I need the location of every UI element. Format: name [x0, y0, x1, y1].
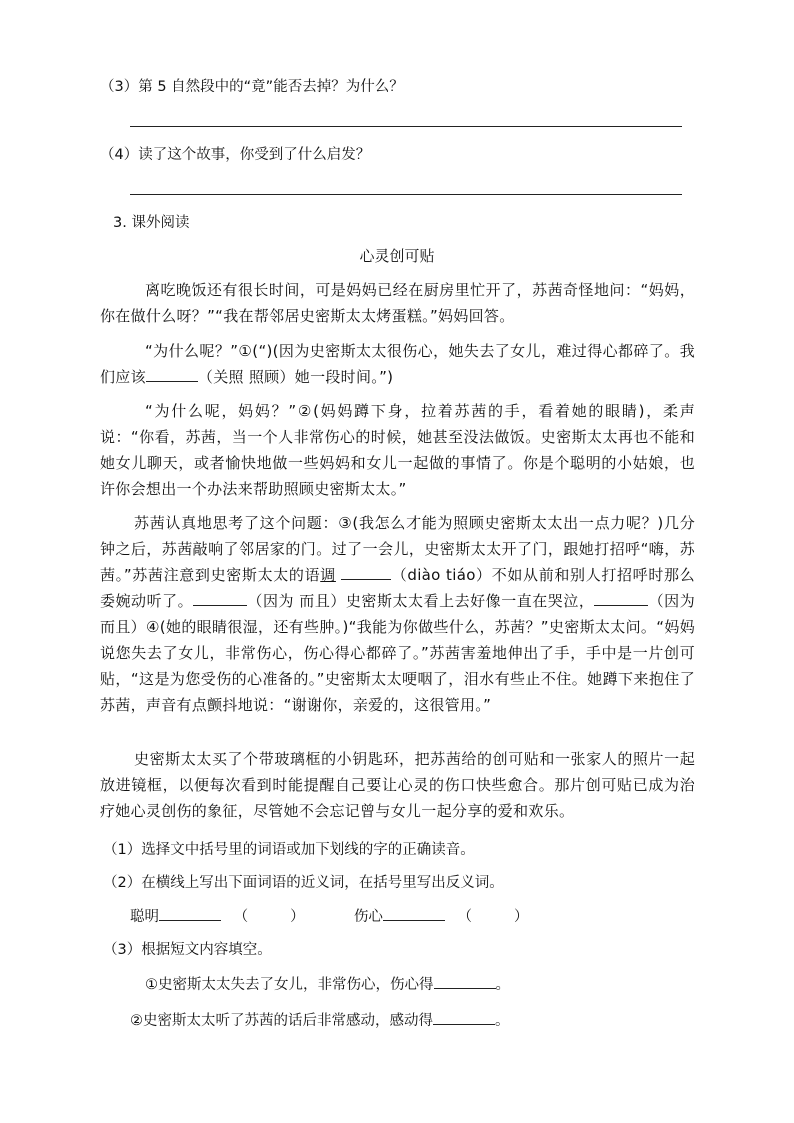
- answer-line[interactable]: [130, 126, 682, 127]
- underlined-char: 调: [320, 566, 336, 584]
- paragraph-2-text-end: （关照 照顾）她一段时间。”): [197, 368, 394, 386]
- antonym-paren-close: ）: [290, 909, 305, 925]
- fill-sentence-text: ②史密斯太太听了苏茜的话后非常感动，感动得: [130, 1013, 433, 1029]
- fill-sentence-text: ①史密斯太太失去了女儿，非常伤心，伤心得: [145, 977, 434, 993]
- paragraph-4-text: （因为 而且）④(她的眼睛很湿，还有些肿。)“我能为你做些什么，苏茜？”史密斯太太问。“妈妈说您失去了女儿，非常伤心，伤心得心都碎了。”苏茜害羞地伸出了手，手中是一片创可贴，“这是为您受伤的心准备的。”史密斯太太哽咽了，泪水有些止不住。她蹲下来抱住了苏茜，声音有点颤抖地说：“谢谢你，亲爱的，这很管用。”: [100, 592, 695, 714]
- fill-blank[interactable]: [193, 591, 247, 606]
- question-3-1: （1）选择文中括号里的词语或加下划线的字的正确读音。: [103, 842, 475, 858]
- antonym-paren-open: （: [233, 909, 249, 925]
- fill-blank[interactable]: [594, 591, 648, 606]
- paragraph-2: [100, 338, 695, 390]
- fill-blank[interactable]: [433, 1010, 495, 1025]
- paragraph-2-text: “为什么呢？”①(“)(因为史密斯太太很伤心，她失去了女儿，难过得心都碎了。我们应该: [100, 342, 695, 386]
- answer-line[interactable]: [130, 194, 682, 195]
- question-2-3: （3）第 5 自然段中的“竟”能否去掉？为什么？: [100, 79, 404, 95]
- fill-sentence-1: [145, 974, 510, 995]
- passage-title: 心灵创可贴: [359, 247, 435, 265]
- question-3-3: （3）根据短文内容填空。: [103, 942, 272, 958]
- paragraph-4: [100, 510, 695, 718]
- period: 。: [495, 977, 510, 993]
- paragraph-4-text: （diào tiáo）不如从前和别人打招呼时那么委婉动听了。: [100, 566, 695, 610]
- word-label: 伤心: [353, 909, 383, 925]
- paragraph-3: “为什么呢，妈妈？”②(妈妈蹲下身，拉着苏茜的手，看着她的眼睛)，柔声说：“你看，苏茜，当一个人非常伤心的时候，她甚至没法做饭。史密斯太太再也不能和她女儿聊天，或者愉快地做一些妈妈和女儿一起做的事情了。你是个聪明的小姑娘，也许你会想出一个办法来帮助照顾史密斯太太。”: [100, 402, 695, 498]
- synonym-blank[interactable]: [159, 906, 221, 921]
- fill-blank[interactable]: [341, 565, 391, 580]
- fill-sentence-2: [130, 1010, 510, 1031]
- antonym-paren-open: （: [457, 909, 472, 925]
- question-2-4: （4）读了这个故事，你受到了什么启发？: [100, 147, 371, 163]
- period: 。: [495, 1013, 510, 1029]
- paragraph-4-text: （因为 而且）史密斯太太看上去好像一直在哭泣，: [247, 592, 595, 610]
- fill-blank[interactable]: [146, 367, 198, 382]
- question-3-2: （2）在横线上写出下面词语的近义词，在括号里写出反义词。: [103, 875, 504, 891]
- section-heading: 3. 课外阅读: [113, 215, 190, 231]
- synonym-blank[interactable]: [383, 906, 445, 921]
- paragraph-1: 离吃晚饭还有很长时间，可是妈妈已经在厨房里忙开了，苏茜奇怪地问：“妈妈，你在做什么呀？”“我在帮邻居史密斯太太烤蛋糕。”妈妈回答。: [100, 281, 695, 325]
- fill-blank[interactable]: [434, 974, 496, 989]
- synonym-row: [130, 906, 528, 927]
- paragraph-4-text: 苏茜认真地思考了这个问题：③(我怎么才能为照顾史密斯太太出一点力呢？)几分钟之后，苏茜敲响了邻居家的门。过了一会儿，史密斯太太开了门，跟她打招呼“嗨，苏茜。”苏茜注意到史密斯太太的语: [100, 514, 695, 584]
- word-label: 聪明: [130, 909, 159, 925]
- paragraph-5: 史密斯太太买了个带玻璃框的小钥匙环，把苏茜给的创可贴和一张家人的照片一起放进镜框，以便每次看到时能提醒自己要让心灵的伤口快些愈合。那片创可贴已成为治疗她心灵创伤的象征，尽管她不会忘记曾与女儿一起分享的爱和欢乐。: [100, 750, 695, 820]
- antonym-paren-close: ）: [513, 909, 529, 925]
